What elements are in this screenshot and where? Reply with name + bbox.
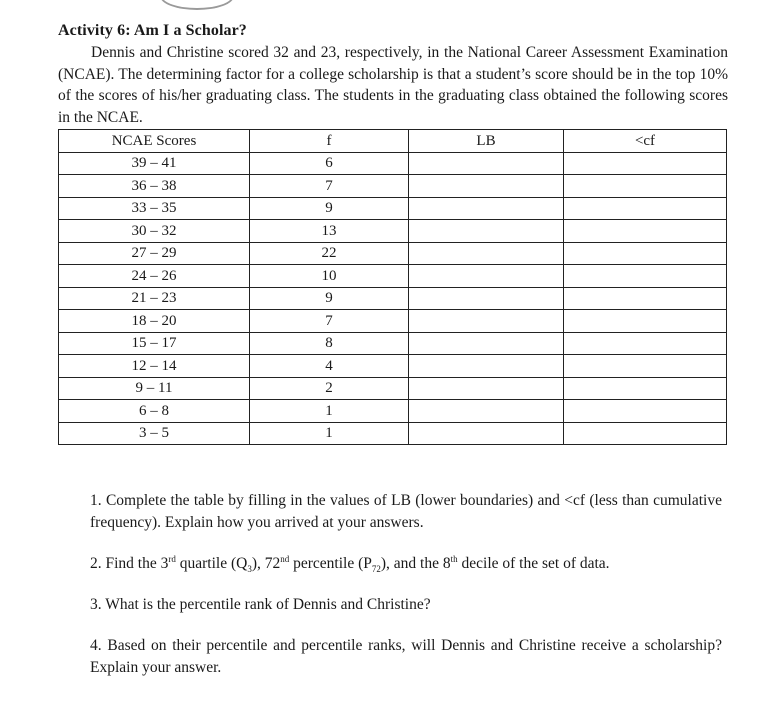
table-row [59, 197, 727, 220]
page-header-ornament [160, 0, 234, 10]
less-than-cf-cell [564, 355, 727, 378]
lower-boundary-cell [409, 310, 564, 333]
frequency-cell: 10 [250, 265, 409, 288]
score-cell: 15 – 17 [59, 332, 250, 355]
table-row [59, 220, 727, 243]
question-4: 4. Based on their percentile and percentile ranks, will Dennis and Christine receive a scholarship? Explain your answer. [90, 637, 722, 676]
score-cell: 3 – 5 [59, 422, 250, 445]
frequency-cell: 7 [250, 175, 409, 198]
table-row [59, 332, 727, 355]
score-cell: 18 – 20 [59, 310, 250, 333]
score-cell: 36 – 38 [59, 175, 250, 198]
question-2: 2. Find the 3rd quartile $(Q_3)$, 72nd percentile $(P_{72})$, and the 8th decile of the set of data. [90, 553, 610, 575]
frequency-cell: 1 [250, 400, 409, 423]
score-cell: 33 – 35 [59, 197, 250, 220]
table-row [59, 175, 727, 198]
table-row [59, 377, 727, 400]
less-than-cf-cell [564, 242, 727, 265]
less-than-cf-cell [564, 197, 727, 220]
lower-boundary-cell [409, 422, 564, 445]
lower-boundary-cell [409, 265, 564, 288]
frequency-cell: 7 [250, 310, 409, 333]
activity-intro: Dennis and Christine scored 32 and 23, respectively, in the National Career Assessment Examination (NCAE). The determining factor for a college scholarship is that a student’s score should be in the top 10% of the scores of his/her graduating class. The students in the graduating class obtained the following scores in the NCAE. [58, 44, 728, 126]
table-row [59, 422, 727, 445]
frequency-cell: 4 [250, 355, 409, 378]
lower-boundary-cell [409, 332, 564, 355]
lower-boundary-cell [409, 287, 564, 310]
less-than-cf-cell [564, 332, 727, 355]
question-3: 3. What is the percentile rank of Dennis and Christine? [90, 596, 431, 613]
lower-boundary-cell [409, 242, 564, 265]
table-row [59, 310, 727, 333]
frequency-cell: 1 [250, 422, 409, 445]
less-than-cf-cell [564, 400, 727, 423]
less-than-cf-cell [564, 220, 727, 243]
lower-boundary-cell [409, 197, 564, 220]
frequency-cell: 22 [250, 242, 409, 265]
frequency-cell: 2 [250, 377, 409, 400]
table-row [59, 152, 727, 175]
activity-title: Activity 6: Am I a Scholar? [58, 22, 247, 39]
score-cell: 39 – 41 [59, 152, 250, 175]
activity-section [58, 20, 728, 445]
table-row [59, 355, 727, 378]
table-row [59, 287, 727, 310]
question-1: 1. Complete the table by filling in the values of LB (lower boundaries) and <cf (less than cumulative frequency). Explain how you arrived at your answers. [90, 492, 722, 531]
lower-boundary-cell [409, 175, 564, 198]
header-less-than-cf: <cf [564, 130, 727, 153]
less-than-cf-cell [564, 287, 727, 310]
frequency-cell: 9 [250, 287, 409, 310]
score-cell: 24 – 26 [59, 265, 250, 288]
less-than-cf-cell [564, 422, 727, 445]
header-frequency: f [250, 130, 409, 153]
score-cell: 9 – 11 [59, 377, 250, 400]
table-row [59, 400, 727, 423]
lower-boundary-cell [409, 377, 564, 400]
less-than-cf-cell [564, 152, 727, 175]
frequency-cell: 6 [250, 152, 409, 175]
lower-boundary-cell [409, 355, 564, 378]
questions-list [90, 490, 722, 698]
lower-boundary-cell [409, 400, 564, 423]
frequency-cell: 13 [250, 220, 409, 243]
frequency-cell: 8 [250, 332, 409, 355]
table-header-row [59, 130, 727, 153]
lower-boundary-cell [409, 152, 564, 175]
ncae-frequency-table [58, 129, 727, 445]
frequency-cell: 9 [250, 197, 409, 220]
less-than-cf-cell [564, 377, 727, 400]
header-ncae-scores: NCAE Scores [59, 130, 250, 153]
less-than-cf-cell [564, 265, 727, 288]
table-row [59, 242, 727, 265]
score-cell: 30 – 32 [59, 220, 250, 243]
score-cell: 6 – 8 [59, 400, 250, 423]
header-lower-boundary: LB [409, 130, 564, 153]
less-than-cf-cell [564, 310, 727, 333]
score-cell: 21 – 23 [59, 287, 250, 310]
score-cell: 27 – 29 [59, 242, 250, 265]
score-cell: 12 – 14 [59, 355, 250, 378]
less-than-cf-cell [564, 175, 727, 198]
lower-boundary-cell [409, 220, 564, 243]
table-row [59, 265, 727, 288]
